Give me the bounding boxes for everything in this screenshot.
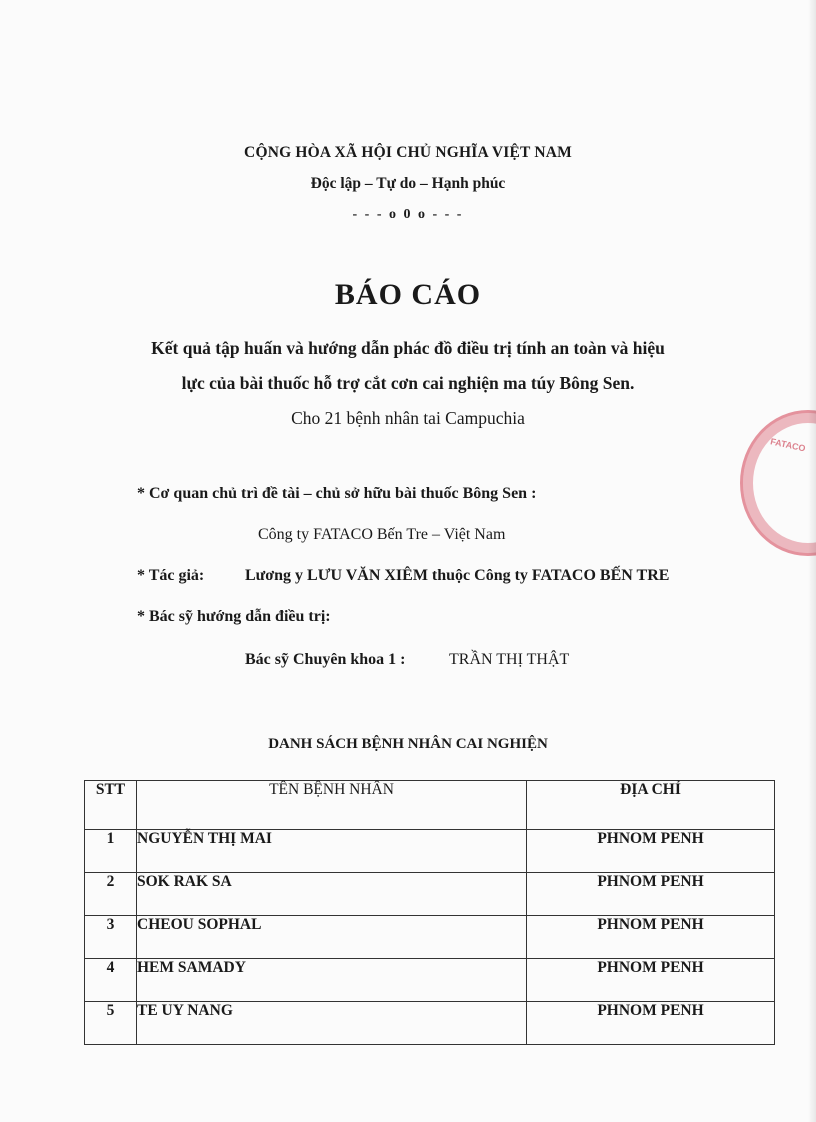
red-seal-stamp: [740, 410, 816, 556]
header-ornament: - - - o 0 o - - -: [352, 207, 464, 222]
row-address: PHNOM PENH: [527, 873, 775, 916]
report-title: BÁO CÁO: [334, 278, 482, 311]
table-row: [85, 1002, 775, 1045]
report-subtitle-line2: lực của bài thuốc hỗ trợ cắt cơn cai nghiện ma túy Bông Sen.: [181, 373, 635, 393]
row-patient-name: CHEOU SOPHAL: [137, 916, 527, 959]
red-seal-stamp-text: FATACO: [769, 436, 807, 454]
row-patient-name: NGUYỄN THỊ MAI: [137, 830, 527, 873]
report-subtitle-line1: Kết quả tập huấn và hướng dẫn phác đồ điều trị tính an toàn và hiệu: [151, 338, 665, 358]
national-motto: Độc lập – Tự do – Hạnh phúc: [310, 175, 506, 192]
patient-table: [84, 780, 775, 1045]
author-value: Lương y LƯU VĂN XIÊM thuộc Công ty FATACO BẾN TRE: [245, 567, 670, 584]
author-row: [137, 567, 670, 585]
row-stt: 2: [85, 873, 137, 916]
header-address: ĐỊA CHỈ: [527, 781, 775, 830]
table-caption: DANH SÁCH BỆNH NHÂN CAI NGHIỆN: [268, 736, 548, 752]
national-header: CỘNG HÒA XÃ HỘI CHỦ NGHĨA VIỆT NAM: [244, 144, 572, 161]
table-row: [85, 830, 775, 873]
doctor-label: * Bác sỹ hướng dẫn điều trị:: [137, 608, 331, 625]
row-stt: 1: [85, 830, 137, 873]
doctor-title: Bác sỹ Chuyên khoa 1 :: [245, 651, 406, 668]
doctor-name: TRẦN THỊ THẬT: [449, 651, 570, 668]
table-row: [85, 916, 775, 959]
row-stt: 3: [85, 916, 137, 959]
report-subtitle-line3: Cho 21 bệnh nhân tai Campuchia: [291, 408, 525, 428]
table-row: [85, 873, 775, 916]
header-stt: STT: [85, 781, 137, 830]
doctor-row: [245, 651, 570, 669]
row-address: PHNOM PENH: [527, 959, 775, 1002]
author-label: * Tác giả:: [137, 567, 205, 584]
row-patient-name: SOK RAK SA: [137, 873, 527, 916]
row-stt: 5: [85, 1002, 137, 1045]
row-stt: 4: [85, 959, 137, 1002]
row-address: PHNOM PENH: [527, 1002, 775, 1045]
table-row: [85, 959, 775, 1002]
scan-edge-shadow: [808, 0, 816, 1122]
row-patient-name: HEM SAMADY: [137, 959, 527, 1002]
table-header-row: [85, 781, 775, 830]
agency-label: * Cơ quan chủ trì đề tài – chủ sở hữu bài thuốc Bông Sen :: [137, 485, 537, 502]
row-patient-name: TE UY NANG: [137, 1002, 527, 1045]
agency-value: Công ty FATACO Bến Tre – Việt Nam: [258, 526, 506, 543]
header-patient-name: TÊN BỆNH NHÂN: [137, 781, 527, 830]
row-address: PHNOM PENH: [527, 830, 775, 873]
row-address: PHNOM PENH: [527, 916, 775, 959]
